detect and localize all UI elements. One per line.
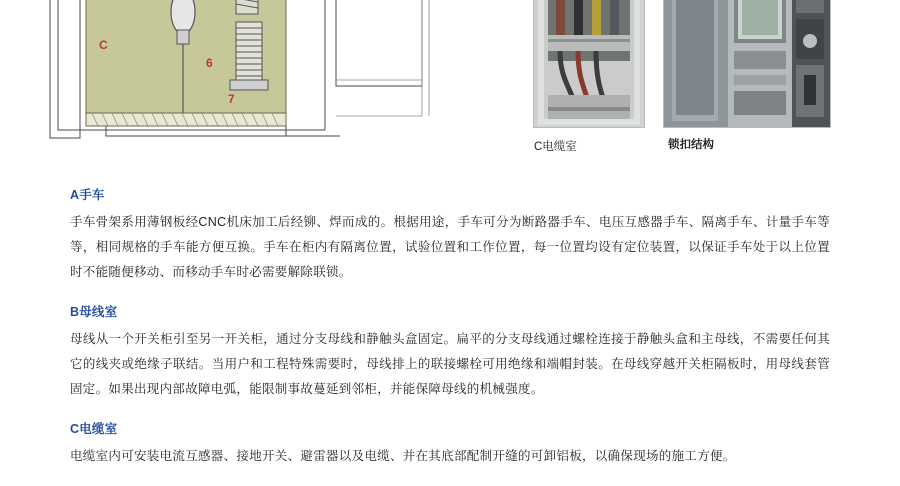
diagram-label-c: C: [99, 38, 108, 52]
lock-structure-photo-caption: 锁扣结构: [668, 139, 714, 151]
description-sections: [70, 185, 830, 486]
section-body-busbar-compartment: 母线从一个开关柜引至另一开关柜，通过分支母线和静触头盒固定。扁平的分支母线通过螺栓连接于静触头盒和主母线，不需要任何其它的线夹或绝缘子联结。当用户和工程特殊需要时，母线排上的联接螺栓可用绝缘和端帽封装。在母线穿越开关柜隔板时，用母线套管固定。如果出现内部故障电弧，能限制事故蔓延到邻柜，并能保障母线的机械强度。: [70, 332, 830, 396]
section-busbar-compartment: [70, 302, 830, 402]
cable-compartment-photo: [533, 0, 645, 128]
section-cable-compartment: [70, 419, 830, 469]
switchgear-line-drawing: [40, 0, 430, 140]
lock-structure-photo: [663, 0, 831, 128]
illustration-area: [0, 0, 900, 160]
section-title-cable-compartment: C电缆室: [70, 422, 118, 436]
section-title-handcart: A手车: [70, 188, 105, 202]
section-body-handcart: 手车骨架系用薄钢板经CNC机床加工后经铆、焊而成的。根据用途，手车可分为断路器手车、电压互感器手车、隔离手车、计量手车等等，相同规格的手车能方便互换。手车在柜内有隔离位置，试验位置和工作位置，每一位置均设有定位装置，以保证手车处于以上位置时不能随便移动、而移动手车时必需要解除联锁。: [70, 215, 830, 279]
diagram-label-7: 7: [228, 92, 235, 106]
cable-compartment-photo-caption: C电缆室: [534, 141, 577, 153]
section-handcart: [70, 185, 830, 285]
diagram-label-6: 6: [206, 56, 213, 70]
section-body-cable-compartment: 电缆室内可安装电流互感器、接地开关、避雷器以及电缆、并在其底部配制开缝的可卸铝板，以确保现场的施工方便。: [70, 449, 736, 463]
section-title-busbar-compartment: B母线室: [70, 305, 118, 319]
